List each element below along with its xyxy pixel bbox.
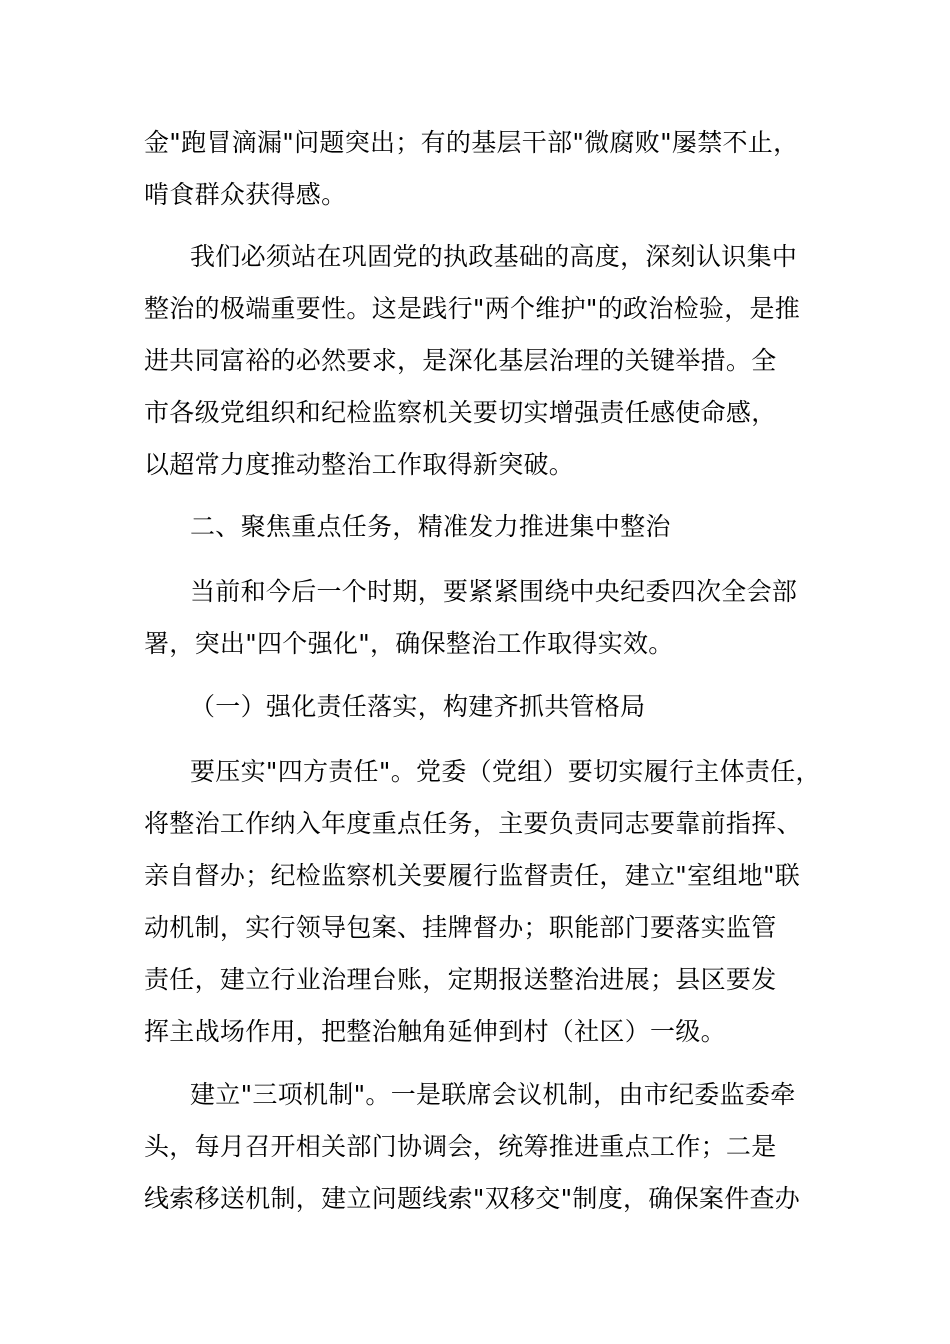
paragraph-line: 当前和今后一个时期，要紧紧围绕中央纪委四次全会部 [190,577,798,606]
paragraph-line: 整治的极端重要性。这是践行"两个维护"的政治检验，是推 [144,294,801,323]
subsection-heading: （一）强化责任落实，构建齐抓共管格局 [190,692,646,721]
paragraph-line: 啃食群众获得感。 [144,180,347,209]
paragraph-line: 署，突出"四个强化"，确保整治工作取得实效。 [144,629,674,658]
paragraph-line: 市各级党组织和纪检监察机关要切实增强责任感使命感， [144,398,777,427]
paragraph-line: 进共同富裕的必然要求，是深化基层治理的关键举措。全 [144,346,777,375]
paragraph-line: 以超常力度推动整治工作取得新突破。 [144,450,575,479]
paragraph-line: 要压实"四方责任"。党委（党组）要切实履行主体责任， [190,757,821,786]
paragraph-line: 将整治工作纳入年度重点任务，主要负责同志要靠前指挥、 [144,809,802,838]
paragraph-line: 我们必须站在巩固党的执政基础的高度，深刻认识集中 [190,242,798,271]
paragraph-line: 建立"三项机制"。一是联席会议机制，由市纪委监委牵 [190,1080,796,1109]
paragraph-line: 动机制，实行领导包案、挂牌督办；职能部门要落实监管 [144,913,777,942]
paragraph-line: 挥主战场作用，把整治触角延伸到村（社区）一级。 [144,1017,726,1046]
paragraph-line: 责任，建立行业治理台账，定期报送整治进展；县区要发 [144,965,777,994]
paragraph-line: 头，每月召开相关部门协调会，统筹推进重点工作；二是 [144,1132,777,1161]
paragraph-line: 线索移送机制，建立问题线索"双移交"制度，确保案件查办 [144,1184,801,1213]
section-heading: 二、聚焦重点任务，精准发力推进集中整治 [190,512,671,541]
paragraph-line: 金"跑冒滴漏"问题突出；有的基层干部"微腐败"屡禁不止， [144,128,799,157]
paragraph-line: 亲自督办；纪检监察机关要履行监督责任，建立"室组地"联 [144,861,801,890]
